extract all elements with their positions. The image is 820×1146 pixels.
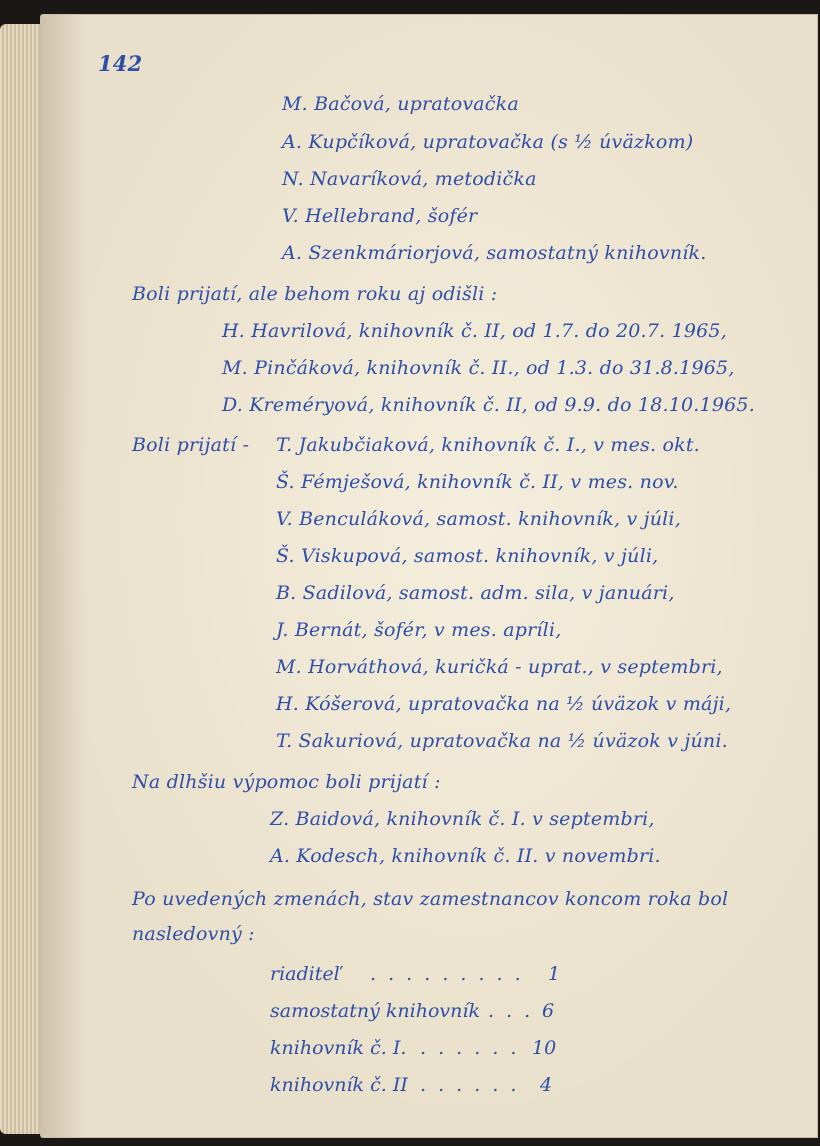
hired-line: V. Benculáková, samost. knihovník, v júli, — [276, 508, 681, 530]
left-line: M. Pinčáková, knihovník č. II., od 1.3. do 31.8.1965, — [222, 357, 735, 379]
left-line: H. Havrilová, knihovník č. II, od 1.7. do 20.7. 1965, — [222, 320, 727, 342]
hired-heading: Boli prijatí - — [132, 434, 250, 456]
hired-line: B. Sadilová, samost. adm. sila, v januári, — [276, 582, 675, 604]
staff-line: A. Szenkmáriorjová, samostatný knihovník. — [282, 242, 707, 264]
stats-dots: . . . . . . — [420, 1074, 520, 1096]
stats-value: 6 — [542, 1000, 555, 1022]
stats-value: 4 — [540, 1074, 553, 1096]
hired-line: Š. Fémješová, knihovník č. II, v mes. nov. — [276, 471, 679, 493]
staff-line: M. Bačová, upratovačka — [282, 93, 519, 115]
stats-label: samostatný knihovník — [270, 1000, 480, 1022]
stats-dots: . . . — [488, 1000, 534, 1022]
page-number: 142 — [98, 51, 143, 76]
left-line: D. Kreméryová, knihovník č. II, od 9.9. do 18.10.1965. — [222, 394, 755, 416]
hired-line: M. Horváthová, kuričká - uprat., v septembri, — [276, 656, 723, 678]
temp-line: A. Kodesch, knihovník č. II. v novembri. — [270, 845, 661, 867]
hired-line: J. Bernát, šofér, v mes. apríli, — [276, 619, 562, 641]
summary-intro: Po uvedených zmenách, stav zamestnancov koncom roka bol — [132, 888, 729, 910]
staff-line: V. Hellebrand, šofér — [282, 205, 478, 227]
hired-line: H. Kóšerová, upratovačka na ½ úväzok v máji, — [276, 693, 732, 715]
hired-line: T. Jakubčiaková, knihovník č. I., v mes. okt. — [276, 434, 700, 456]
left-heading: Boli prijatí, ale behom roku aj odišli : — [132, 283, 498, 305]
stats-value: 1 — [548, 963, 561, 985]
temp-heading: Na dlhšiu výpomoc boli prijatí : — [132, 771, 441, 793]
hired-line: Š. Viskupová, samost. knihovník, v júli, — [276, 545, 659, 567]
stats-label: riaditeľ — [270, 963, 342, 985]
stats-label: knihovník č. II — [270, 1074, 408, 1096]
hired-line: T. Sakuriová, upratovačka na ½ úväzok v júni. — [276, 730, 728, 752]
temp-line: Z. Baidová, knihovník č. I. v septembri, — [270, 808, 655, 830]
manuscript-page — [40, 14, 818, 1138]
staff-line: A. Kupčíková, upratovačka (s ½ úväzkom) — [282, 131, 694, 153]
stats-dots: . . . . . . — [420, 1037, 520, 1059]
summary-intro-cont: nasledovný : — [132, 923, 255, 945]
stats-label: knihovník č. I. — [270, 1037, 407, 1059]
staff-line: N. Navaríková, metodička — [282, 168, 537, 190]
stats-dots: . . . . . . . . . — [370, 963, 524, 985]
stats-value: 10 — [532, 1037, 557, 1059]
